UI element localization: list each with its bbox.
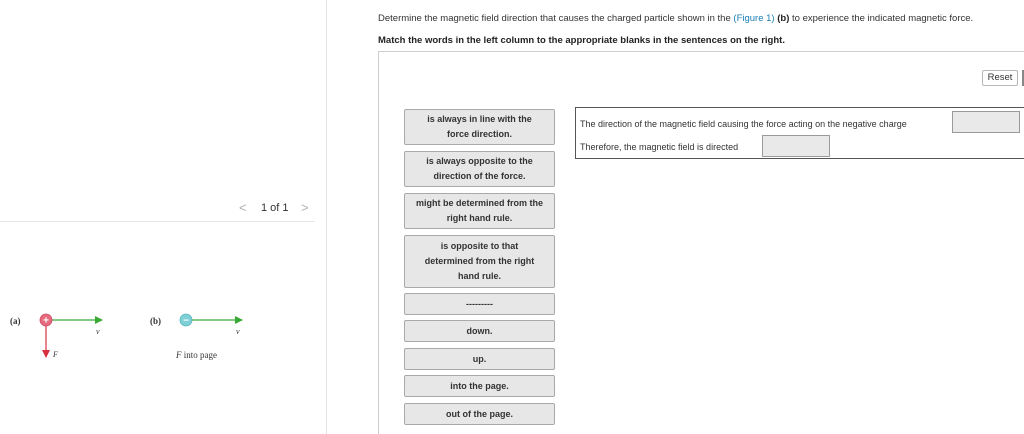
word-chip-line: up. <box>472 353 487 364</box>
question-prefix: Determine the magnetic field direction that causes the charged particle shown in the <box>378 13 734 24</box>
part-b-velocity-label: v <box>236 327 240 336</box>
word-chip-label <box>426 154 533 184</box>
word-chip-line: right hand rule. <box>446 213 513 223</box>
part-a-velocity-label: v <box>96 327 100 336</box>
part-b-force-suffix: into page <box>181 350 217 360</box>
word-chip-label <box>467 324 493 339</box>
question-part-ref: (b) <box>774 13 790 24</box>
word-chip[interactable] <box>404 403 555 425</box>
word-chip-line: direction of the force. <box>433 171 526 181</box>
part-b-label: (b) <box>150 316 161 326</box>
sentence-1-text: The direction of the magnetic field causing the force acting on the negative charge <box>580 119 907 129</box>
word-chip-line: determined from the right <box>424 256 535 266</box>
part-b-force-caption <box>175 350 217 360</box>
question-header <box>378 12 1024 46</box>
sentence-2-blank[interactable] <box>762 135 830 157</box>
question-text <box>378 12 1024 26</box>
part-b-charge-sign: − <box>183 315 189 327</box>
figure-diagram <box>0 300 327 380</box>
word-chip-line: --------- <box>466 298 493 309</box>
sentence-1-blank[interactable] <box>952 111 1020 133</box>
pager-divider <box>0 221 315 222</box>
word-chip-line: is opposite to that <box>440 241 519 251</box>
word-chip[interactable] <box>404 348 555 370</box>
word-chip[interactable] <box>404 375 555 397</box>
sentence-box <box>575 107 1024 159</box>
question-suffix: to experience the indicated magnetic force. <box>789 13 974 24</box>
instruction-text: Match the words in the left column to the appropriate blanks in the sentences on the right. <box>378 35 785 46</box>
word-chip-label <box>425 239 535 284</box>
word-chip[interactable] <box>404 293 555 315</box>
word-chip-line: is always opposite to the <box>426 156 533 166</box>
word-chip-line: hand rule. <box>457 271 501 281</box>
word-chip[interactable] <box>404 235 555 288</box>
part-a-charge-sign: + <box>43 315 49 327</box>
word-chip-line: down. <box>466 325 493 336</box>
word-chip[interactable] <box>404 320 555 342</box>
next-figure-icon[interactable]: > <box>301 200 309 215</box>
part-a-label: (a) <box>10 316 21 326</box>
part-a-force-label: F <box>53 350 58 359</box>
word-chip[interactable] <box>404 193 555 229</box>
word-chip-label <box>446 407 513 422</box>
word-chip-line: out of the page. <box>446 408 513 419</box>
matching-work-area <box>378 51 1024 434</box>
word-chip-line: is always in line with the <box>427 114 532 124</box>
word-chip-line: might be determined from the <box>415 198 543 208</box>
figure-pager <box>235 201 315 217</box>
word-chip[interactable] <box>404 151 555 187</box>
sentence-2-text: Therefore, the magnetic field is directed <box>580 142 739 152</box>
word-chip-line: force direction. <box>446 129 512 139</box>
figure-panel <box>0 0 327 434</box>
word-chip[interactable] <box>404 109 555 145</box>
figure-link[interactable]: (Figure 1) <box>733 13 775 24</box>
figure-page-count: 1 of 1 <box>261 202 289 214</box>
previous-figure-icon[interactable]: < <box>239 200 247 215</box>
word-chip-line: into the page. <box>450 380 509 391</box>
part-b-force-label: F <box>176 350 182 360</box>
word-chip-label <box>427 112 532 142</box>
reset-button[interactable]: Reset <box>982 70 1018 86</box>
word-chip-label <box>473 352 487 367</box>
word-chip-label <box>416 196 543 226</box>
word-chip-label <box>450 379 509 394</box>
word-chip-label <box>466 297 493 312</box>
